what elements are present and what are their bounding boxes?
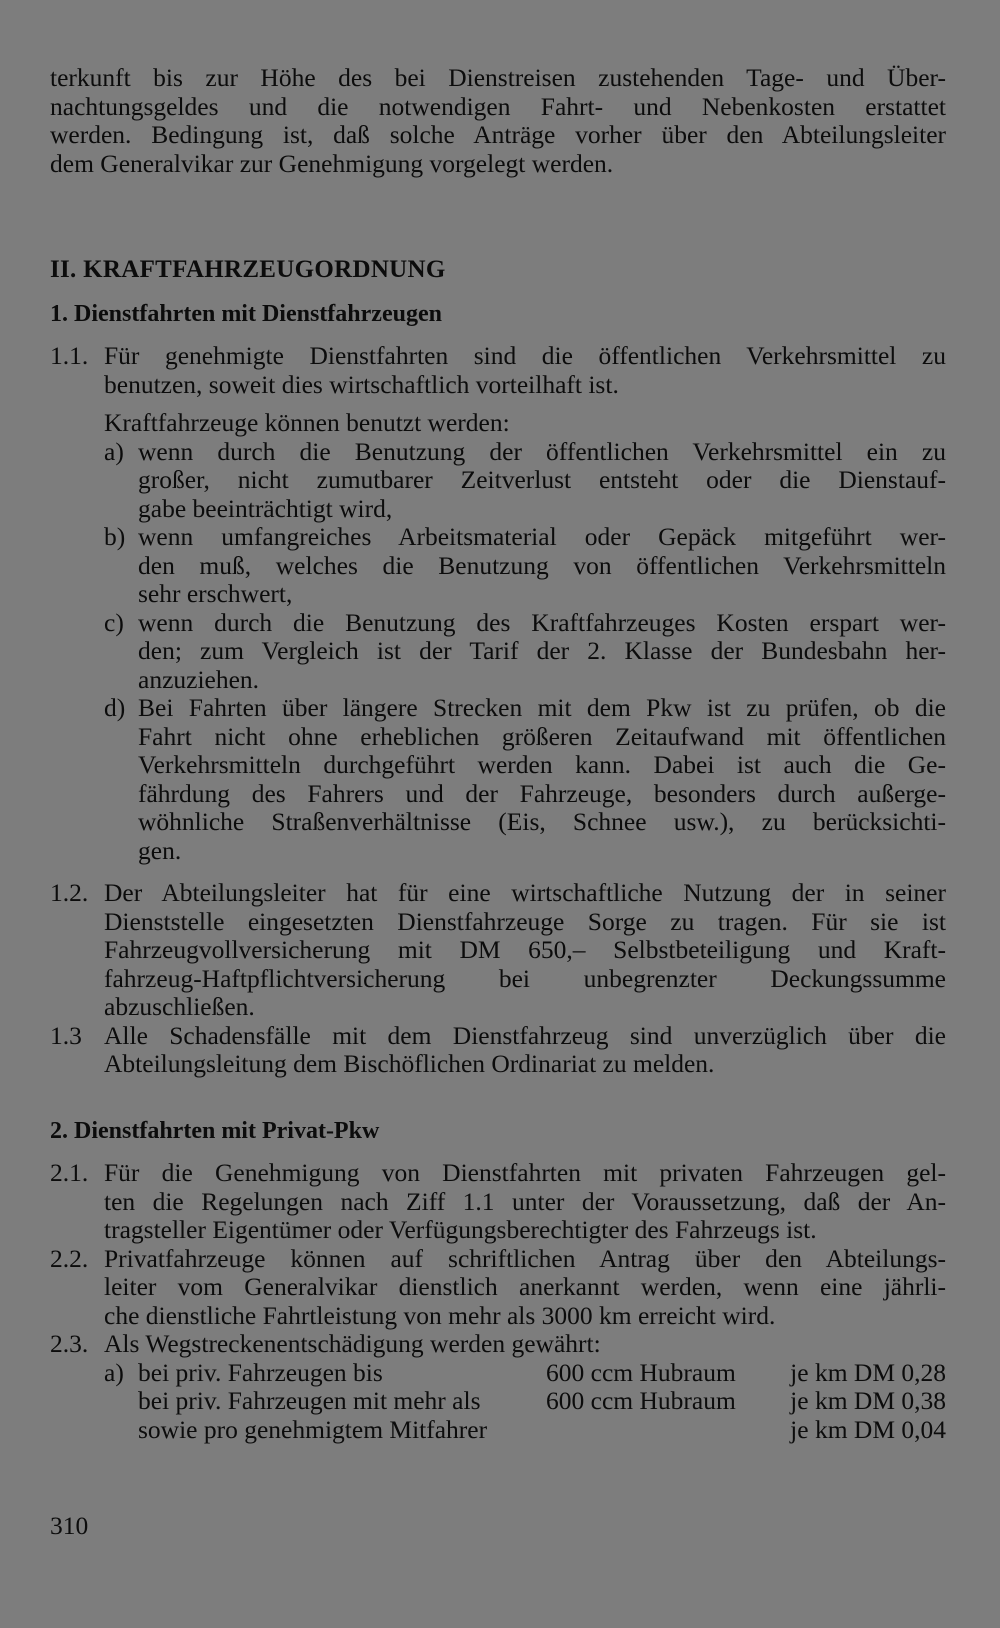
text-line: Dienststelle eingesetzten Dienstfahrzeuge Sorge zu tragen. Für sie ist — [104, 906, 946, 936]
text-line: Als Wegstreckenentschädigung werden gewährt: — [104, 1329, 601, 1358]
text-line: gabe beeinträchtigt wird, — [138, 493, 393, 523]
text-line: ten die Regelungen nach Ziff 1.1 unter der Voraussetzung, daß der An- — [104, 1186, 946, 1216]
clause-1-1-a — [50, 438, 946, 524]
text-line: wenn umfangreiches Arbeitsmaterial oder Gepäck mitgeführt wer- — [138, 522, 946, 551]
text-line: gen. — [138, 835, 182, 865]
text-line: Bei Fahrten über längere Strecken mit dem Pkw ist zu prüfen, ob die — [138, 693, 946, 722]
rate-label: sowie pro genehmigtem Mitfahrer — [138, 1414, 488, 1444]
clause-1-1-c — [50, 609, 946, 695]
text-line: nachtungsgeldes und die notwendigen Fahrt- und Nebenkosten erstattet — [50, 91, 946, 121]
rate-value: je km DM 0,04 — [790, 1414, 946, 1444]
clause-2-3 — [50, 1330, 946, 1359]
clause-1-1-b — [50, 523, 946, 609]
text-line: sehr erschwert, — [138, 579, 293, 608]
rate-row — [138, 1359, 946, 1388]
text-line: Der Abteilungsleiter hat für eine wirtschaftliche Nutzung der in seiner — [104, 878, 946, 907]
text-line: benutzen, soweit dies wirtschaftlich vorteilhaft ist. — [104, 369, 619, 399]
text-line: wenn durch die Benutzung der öffentlichen Verkehrsmittel ein zu — [138, 436, 946, 466]
text-line: Für genehmigte Dienstfahrten sind die öffentlichen Verkehrsmittel zu — [104, 341, 946, 370]
text-line: terkunft bis zur Höhe des bei Dienstreisen zustehenden Tage- und Über- — [50, 63, 946, 92]
rates-table — [50, 1359, 946, 1445]
clause-number: 1.3 — [50, 1020, 82, 1050]
section-heading: II. KRAFTFAHRZEUGORDNUNG — [50, 256, 446, 283]
clause-number: 2.2. — [50, 1243, 89, 1273]
text-line: den muß, welches die Benutzung von öffentlichen Verkehrsmitteln — [138, 550, 946, 580]
clause-number: 2.1. — [50, 1158, 89, 1187]
clause-1-3 — [50, 1022, 946, 1079]
text-line: abzuschließen. — [104, 992, 255, 1021]
item-letter: b) — [104, 522, 126, 551]
item-letter: a) — [104, 1357, 124, 1387]
text-line: werden. Bedingung ist, daß solche Anträge vorher über den Abteilungsleiter — [50, 120, 946, 149]
page-number: 310 — [50, 1511, 89, 1540]
text-line: wenn durch die Benutzung des Kraftfahrzeuges Kosten erspart wer- — [138, 607, 946, 637]
text-line: tragsteller Eigentümer oder Verfügungsberechtigter des Fahrzeugs ist. — [104, 1215, 817, 1244]
intro-paragraph — [50, 64, 946, 178]
rate-value: je km DM 0,28 — [790, 1357, 946, 1387]
rate-label: bei priv. Fahrzeugen bis — [138, 1357, 383, 1387]
text-line: Für die Genehmigung von Dienstfahrten mit privaten Fahrzeugen gel- — [104, 1158, 946, 1187]
text-line: dem Generalvikar zur Genehmigung vorgelegt werden. — [50, 148, 614, 178]
rate-ccm: 600 ccm Hubraum — [546, 1386, 736, 1415]
text-line: Alle Schadensfälle mit dem Dienstfahrzeug sind unverzüglich über die — [104, 1020, 946, 1050]
clause-2-1 — [50, 1159, 946, 1245]
text-line: leiter vom Generalvikar dienstlich anerkannt werden, wenn eine jährli- — [104, 1272, 946, 1301]
clause-1-1-intro: Kraftfahrzeuge können benutzt werden: — [104, 408, 510, 437]
item-letter: d) — [104, 693, 126, 722]
text-line: fahrzeug-Haftpflichtversicherung bei unbegrenzter Deckungssumme — [104, 963, 946, 993]
item-letter: a) — [104, 436, 124, 466]
rate-row — [138, 1387, 946, 1416]
text-line: anzuziehen. — [138, 664, 260, 694]
text-line: che dienstliche Fahrtleistung von mehr als 3000 km erreicht wird. — [104, 1300, 776, 1330]
text-line: Fahrt nicht ohne erheblichen größeren Zeitaufwand mit öffentlichen — [138, 721, 946, 751]
text-line: fährdung des Fahrers und der Fahrzeuge, besonders durch außerge- — [138, 778, 946, 808]
text-line: Verkehrsmitteln durchgeführt werden kann. Dabei ist auch die Ge- — [138, 750, 946, 779]
clause-number: 1.2. — [50, 878, 89, 907]
rate-value: je km DM 0,38 — [790, 1386, 946, 1415]
text-line: Privatfahrzeuge können auf schriftlichen Antrag über den Abteilungs- — [104, 1243, 946, 1273]
clause-number: 2.3. — [50, 1329, 89, 1358]
clause-1-1-d — [50, 694, 946, 865]
text-line: den; zum Vergleich ist der Tarif der 2. Klasse der Bundesbahn her- — [138, 636, 946, 665]
rate-row — [138, 1416, 946, 1445]
subsection-heading-2: 2. Dienstfahrten mit Privat-Pkw — [50, 1117, 380, 1144]
subsection-heading-1: 1. Dienstfahrten mit Dienstfahrzeugen — [50, 300, 442, 327]
text-line: Fahrzeugvollversicherung mit DM 650,– Selbstbeteiligung und Kraft- — [104, 935, 946, 964]
clause-1-1 — [50, 342, 946, 399]
text-line: Abteilungsleitung dem Bischöflichen Ordinariat zu melden. — [104, 1049, 715, 1078]
text-line: großer, nicht zumutbarer Zeitverlust entsteht oder die Dienstauf- — [138, 465, 946, 494]
rate-label: bei priv. Fahrzeugen mit mehr als — [138, 1386, 481, 1415]
document-page — [50, 64, 946, 1444]
clause-number: 1.1. — [50, 341, 89, 370]
rate-ccm: 600 ccm Hubraum — [546, 1357, 736, 1387]
text-line: wöhnliche Straßenverhältnisse (Eis, Schnee usw.), zu berücksichti- — [138, 807, 946, 836]
clause-1-2 — [50, 879, 946, 1022]
item-letter: c) — [104, 607, 124, 637]
clause-2-2 — [50, 1245, 946, 1331]
